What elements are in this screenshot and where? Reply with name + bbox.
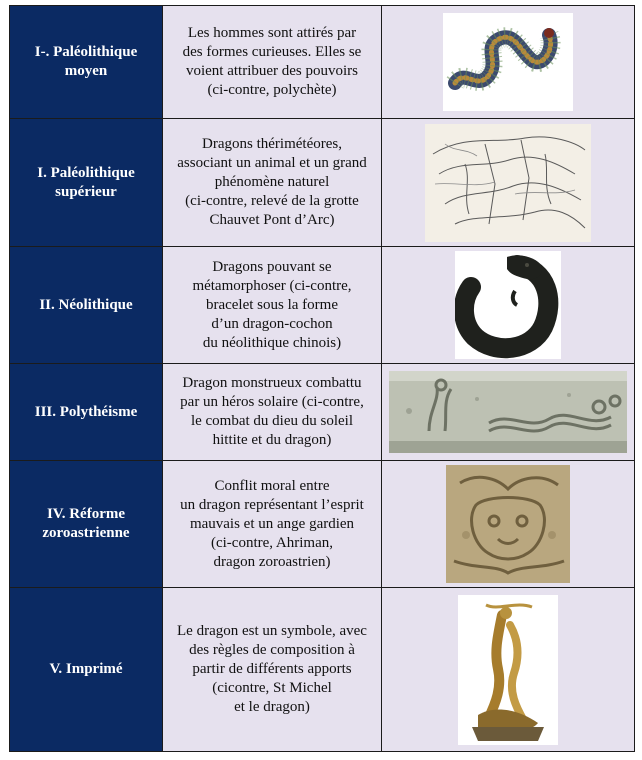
era-label: II. Néolithique	[39, 296, 133, 313]
description-cell	[163, 461, 382, 588]
description-cell	[163, 364, 382, 461]
description-text: Conflit moral entre un dragon représentant l’esprit mauvais et un ange gardien (ci-contre, Ahriman, dragon zoroastrien)	[180, 477, 364, 570]
image-cell	[382, 6, 635, 119]
table-row	[10, 247, 635, 364]
polychaete-worm-image	[443, 13, 573, 111]
description-text: Dragons pouvant se métamorphoser (ci-contre, bracelet sous la forme d’un dragon-cochon du néolithique chinois)	[192, 258, 352, 351]
era-cell	[10, 119, 163, 247]
era-cell	[10, 247, 163, 364]
table-row	[10, 6, 635, 119]
era-cell	[10, 364, 163, 461]
image-cell	[382, 588, 635, 752]
era-cell	[10, 588, 163, 752]
description-cell	[163, 6, 382, 119]
era-cell	[10, 6, 163, 119]
table-row	[10, 364, 635, 461]
table-row	[10, 588, 635, 752]
description-text: Le dragon est un symbole, avec des règles de composition à partir de différents apports (cicontre, St Michel et le dragon)	[177, 623, 367, 715]
ahriman-relief-image	[446, 465, 570, 583]
era-label: I-. Paléolithique moyen	[34, 44, 138, 79]
periods-table	[9, 5, 635, 752]
table-row	[10, 119, 635, 247]
chauvet-cave-drawing-image	[425, 124, 591, 242]
jade-pig-dragon-image	[455, 251, 561, 359]
image-cell	[382, 119, 635, 247]
description-cell	[163, 588, 382, 752]
hittite-stone-relief-image	[389, 371, 627, 453]
description-text: Dragon monstrueux combattu par un héros solaire (ci-contre, le combat du dieu du soleil hittite et du dragon)	[180, 375, 364, 448]
description-cell	[163, 247, 382, 364]
era-label: I. Paléolithique supérieur	[37, 164, 135, 200]
description-text: Les hommes sont attirés par des formes curieuses. Elles se voient attribuer des pouvoirs (ci-contre, polychète)	[182, 25, 362, 98]
table-row	[10, 461, 635, 588]
st-michel-statue-image	[458, 595, 558, 745]
image-cell	[382, 364, 635, 461]
era-label: IV. Réforme zoroastrienne	[42, 506, 130, 541]
era-cell	[10, 461, 163, 588]
description-text: Dragons thérimétéores, associant un animal et un grand phénomène naturel (ci-contre, relevé de la grotte Chauvet Pont d’Arc)	[177, 136, 367, 228]
description-cell	[163, 119, 382, 247]
image-cell	[382, 461, 635, 588]
era-label: V. Imprimé	[49, 661, 123, 677]
image-cell	[382, 247, 635, 364]
era-label: III. Polythéisme	[34, 403, 138, 420]
